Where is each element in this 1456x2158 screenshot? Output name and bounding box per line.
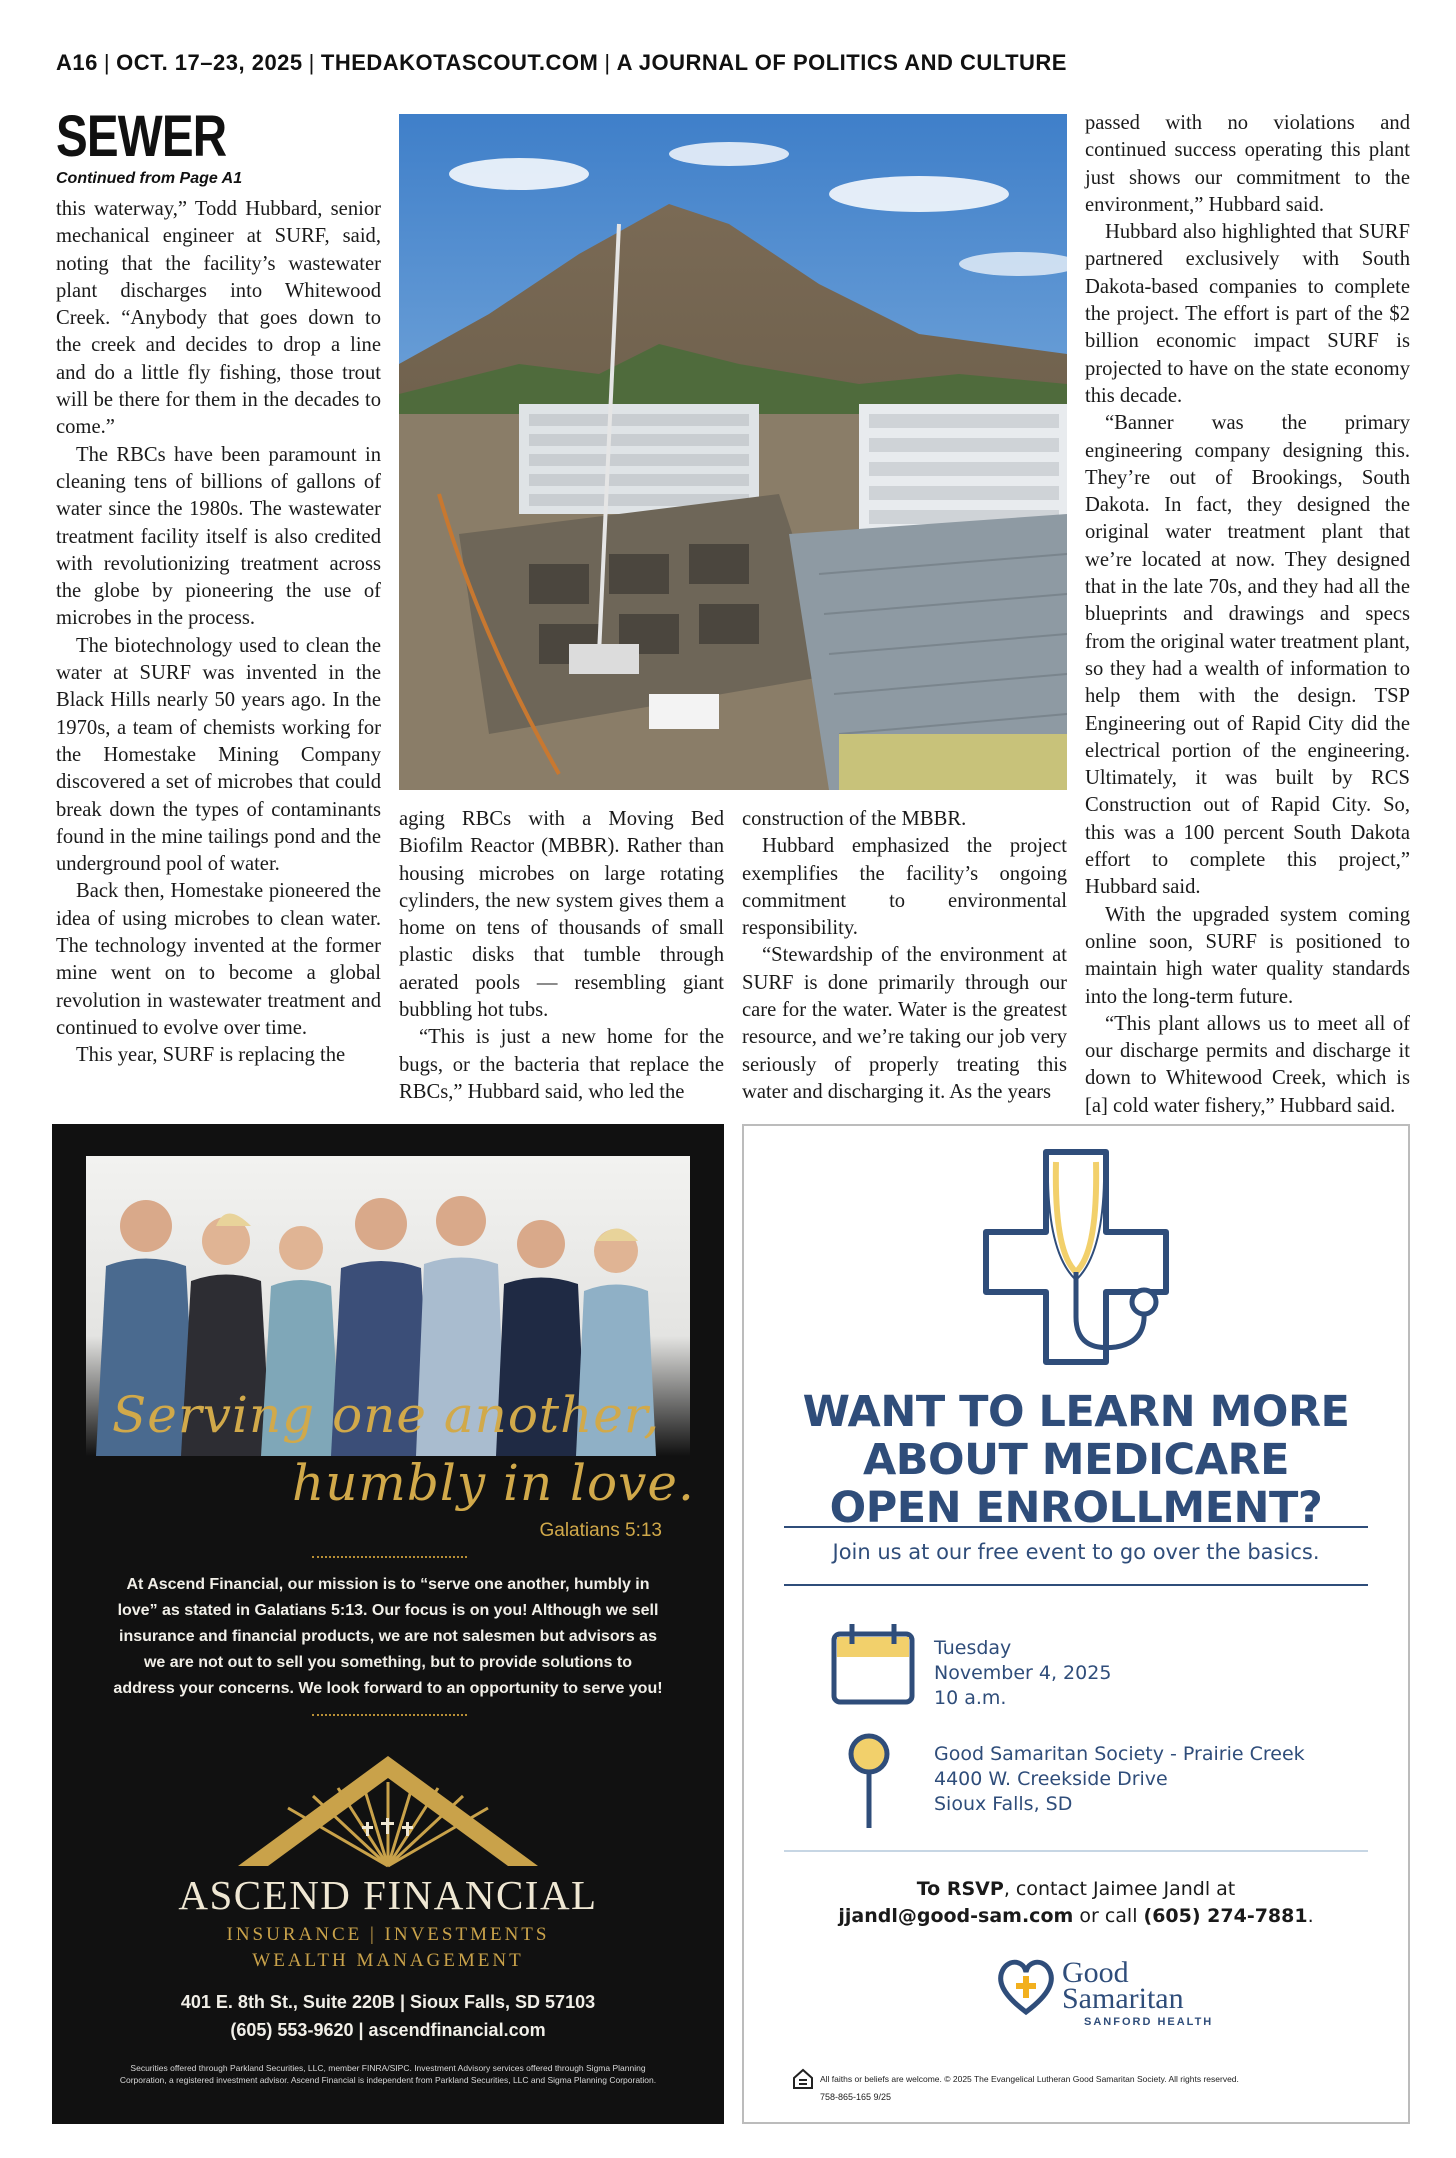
article-column-3 xyxy=(742,806,1067,1106)
page-number: A16 xyxy=(56,50,98,75)
paragraph: This year, SURF is replacing the xyxy=(76,1044,346,1067)
divider xyxy=(312,1714,467,1716)
page-header: A16 | OCT. 17–23, 2025 | THEDAKOTASCOUT.COM | A JOURNAL OF POLITICS AND CULTURE xyxy=(56,50,1067,75)
location-pin-icon xyxy=(844,1732,894,1832)
article-column-2 xyxy=(399,806,724,1106)
ad-disclaimer: All faiths or beliefs are welcome. © 2025 The Evangelical Lutheran Good Samaritan Society. All rights reserved. xyxy=(820,2074,1239,2084)
sunburst-logo-icon xyxy=(228,1748,548,1868)
good-samaritan-heart-logo-icon xyxy=(994,1954,1058,2018)
divider xyxy=(784,1850,1368,1852)
rsvp-period: . xyxy=(1307,1905,1314,1927)
event-day: Tuesday xyxy=(934,1637,1012,1659)
section-title: SEWER xyxy=(56,104,227,169)
brand-services: INSURANCE | INVESTMENTS xyxy=(226,1924,550,1945)
equal-housing-icon xyxy=(792,2068,814,2090)
paragraph: The biotechnology used to clean the water at SURF was invented in the Black Hills nearly 50 years ago. In the 1970s, a team of chemists working for the Homestake Mining Company discovered a set of microbes that could break down the types of contaminants found in the mine tailings pond and the underground pool of water. xyxy=(56,634,381,876)
site-name: THEDAKOTASCOUT.COM xyxy=(320,50,599,75)
event-date: November 4, 2025 xyxy=(934,1662,1112,1684)
paragraph: passed with no violations and continued success operating this plant just shows our commitment to the environment,” Hubbard said. xyxy=(1085,112,1410,216)
ad-disclaimer: Securities offered through Parkland Securities, LLC, member FINRA/SIPC. Investment Advisory services offered through Sigma Planning Corporation, a registered investment advisor. Ascend Financial is independent from Parkland Securities, LLC and Sigma Planning Corporation. xyxy=(119,2063,657,2085)
paragraph: The RBCs have been paramount in cleaning tens of billions of gallons of water since the 1980s. The wastewater treatment facility itself is also credited with revolutionizing treatment across the globe by pioneering the use of microbes in the process. xyxy=(56,443,381,630)
brand-name: ASCEND FINANCIAL xyxy=(178,1872,598,1918)
logo-text-good: Good xyxy=(1062,1956,1129,1989)
calendar-icon xyxy=(830,1622,916,1708)
publication-tagline: A JOURNAL OF POLITICS AND CULTURE xyxy=(616,50,1067,75)
divider xyxy=(312,1556,467,1558)
issue-dates: OCT. 17–23, 2025 xyxy=(116,50,303,75)
venue-name: Good Samaritan Society - Prairie Creek xyxy=(934,1743,1305,1765)
rsvp-label: To RSVP xyxy=(916,1878,1004,1900)
paragraph: “Banner was the primary engineering company designing this. They’re out of Brookings, South Dakota. In fact, they designed the original water treatment plant that we’re located at now. They designed that in the late 70s, and they had all the blueprints and drawings and specs from the original water treatment plant, so they had a wealth of information to help them with the design. TSP Engineering out of Rapid City did the electrical portion of the engineering. Ultimately, it was built by RCS Construction out of Rapid City. So, this was a 100 percent South Dakota effort to complete this project,” Hubbard said. xyxy=(1085,412,1410,899)
divider xyxy=(784,1526,1368,1528)
rsvp-text: , contact Jaimee Jandl at xyxy=(1003,1878,1236,1900)
continued-note: Continued from Page A1 xyxy=(56,170,243,187)
headline xyxy=(744,1388,1408,1532)
divider xyxy=(784,1584,1368,1586)
paragraph: “Stewardship of the environment at SURF is done primarily through our care for the water. Water is the greatest resource, and we’re taking our job very seriously of properly treating this water and discharging it. As the years xyxy=(742,944,1067,1103)
headline-line-3: OPEN ENROLLMENT? xyxy=(829,1483,1323,1533)
mission-statement: At Ascend Financial, our mission is to “serve one another, humbly in love” as stated in Galatians 5:13. Our focus is on you! Although we sell insurance and financial products, we are not salesmen but advisors as we are not out to sell you something, but to provide solutions to address your concerns. We look forward to an opportunity to serve you! xyxy=(113,1576,663,1697)
paragraph: this waterway,” Todd Hubbard, senior mechanical engineer at SURF, said, noting that the facility’s wastewater plant discharges into Whitewood Creek. “Anybody that goes down to the creek and decides to drop a line and do a little fly fishing, those trout will be there for them in the decades to come.” xyxy=(56,198,381,439)
venue-city: Sioux Falls, SD xyxy=(934,1793,1073,1815)
paragraph: “This is just a new home for the bugs, or the bacteria that replace the RBCs,” Hubbard said, who led the xyxy=(399,1026,724,1103)
rsvp-email[interactable]: jjandl@good-sam.com xyxy=(838,1905,1074,1927)
paragraph: aging RBCs with a Moving Bed Biofilm Reactor (MBBR). Rather than housing microbes on large rotating cylinders, the new system gives them a home on tens of thousands of small plastic disks that tumble through aerated pools — resembling giant bubbling hot tubs. xyxy=(399,808,724,1022)
ad-code: 758-865-165 9/25 xyxy=(820,2092,892,2102)
ad-ascend-financial xyxy=(52,1124,724,2124)
paragraph: construction of the MBBR. xyxy=(742,808,967,830)
paragraph: With the upgraded system coming online soon, SURF is positioned to maintain high water quality standards into the long-term future. xyxy=(1085,903,1410,1008)
ad-phone-website: (605) 553-9620 | ascendfinancial.com xyxy=(230,2020,546,2040)
medical-cross-stethoscope-icon xyxy=(976,1142,1176,1372)
headline-line-1: WANT TO LEARN MORE xyxy=(802,1387,1350,1437)
ad-address: 401 E. 8th St., Suite 220B | Sioux Falls, SD 57103 xyxy=(180,1992,596,2012)
headline-line-2: ABOUT MEDICARE xyxy=(862,1435,1289,1485)
subheadline: Join us at our free event to go over the basics. xyxy=(832,1540,1320,1564)
logo-text-sanford: SANFORD HEALTH xyxy=(1084,2016,1214,2028)
script-tagline-line1: Serving one another, xyxy=(112,1386,661,1444)
verse-reference: Galatians 5:13 xyxy=(539,1520,662,1541)
script-tagline-line2: humbly in love. xyxy=(292,1454,695,1512)
paragraph: Hubbard emphasized the project exemplifies the facility’s ongoing commitment to environmental responsibility. xyxy=(742,835,1067,940)
brand-services-2: WEALTH MANAGEMENT xyxy=(252,1950,524,1971)
logo-text-samaritan: Samaritan xyxy=(1062,1982,1184,2015)
venue-street: 4400 W. Creekside Drive xyxy=(934,1768,1168,1790)
article-column-1 xyxy=(56,196,381,1070)
ad-medicare-enrollment xyxy=(742,1124,1410,2124)
rsvp-or-call: or call xyxy=(1073,1905,1144,1927)
rsvp-phone[interactable]: (605) 274-7881 xyxy=(1143,1905,1308,1927)
paragraph: “This plant allows us to meet all of our discharge permits and discharge it down to Whitewood Creek, which is [a] cold water fishery,” Hubbard said. xyxy=(1085,1012,1410,1117)
paragraph: Hubbard also highlighted that SURF partnered exclusively with South Dakota-based companies to complete the project. The effort is part of the $2 billion economic impact SURF is projected to have on the state economy this decade. xyxy=(1085,221,1410,407)
rsvp-info xyxy=(744,1876,1408,1930)
article-photo-construction-site xyxy=(399,114,1067,790)
event-time: 10 a.m. xyxy=(934,1687,1007,1709)
article-column-4 xyxy=(1085,110,1410,1120)
paragraph: Back then, Homestake pioneered the idea of using microbes to clean water. The technology invented at the former mine went on to become a global revolution in wastewater treatment and continued to evolve over time. xyxy=(56,880,381,1039)
